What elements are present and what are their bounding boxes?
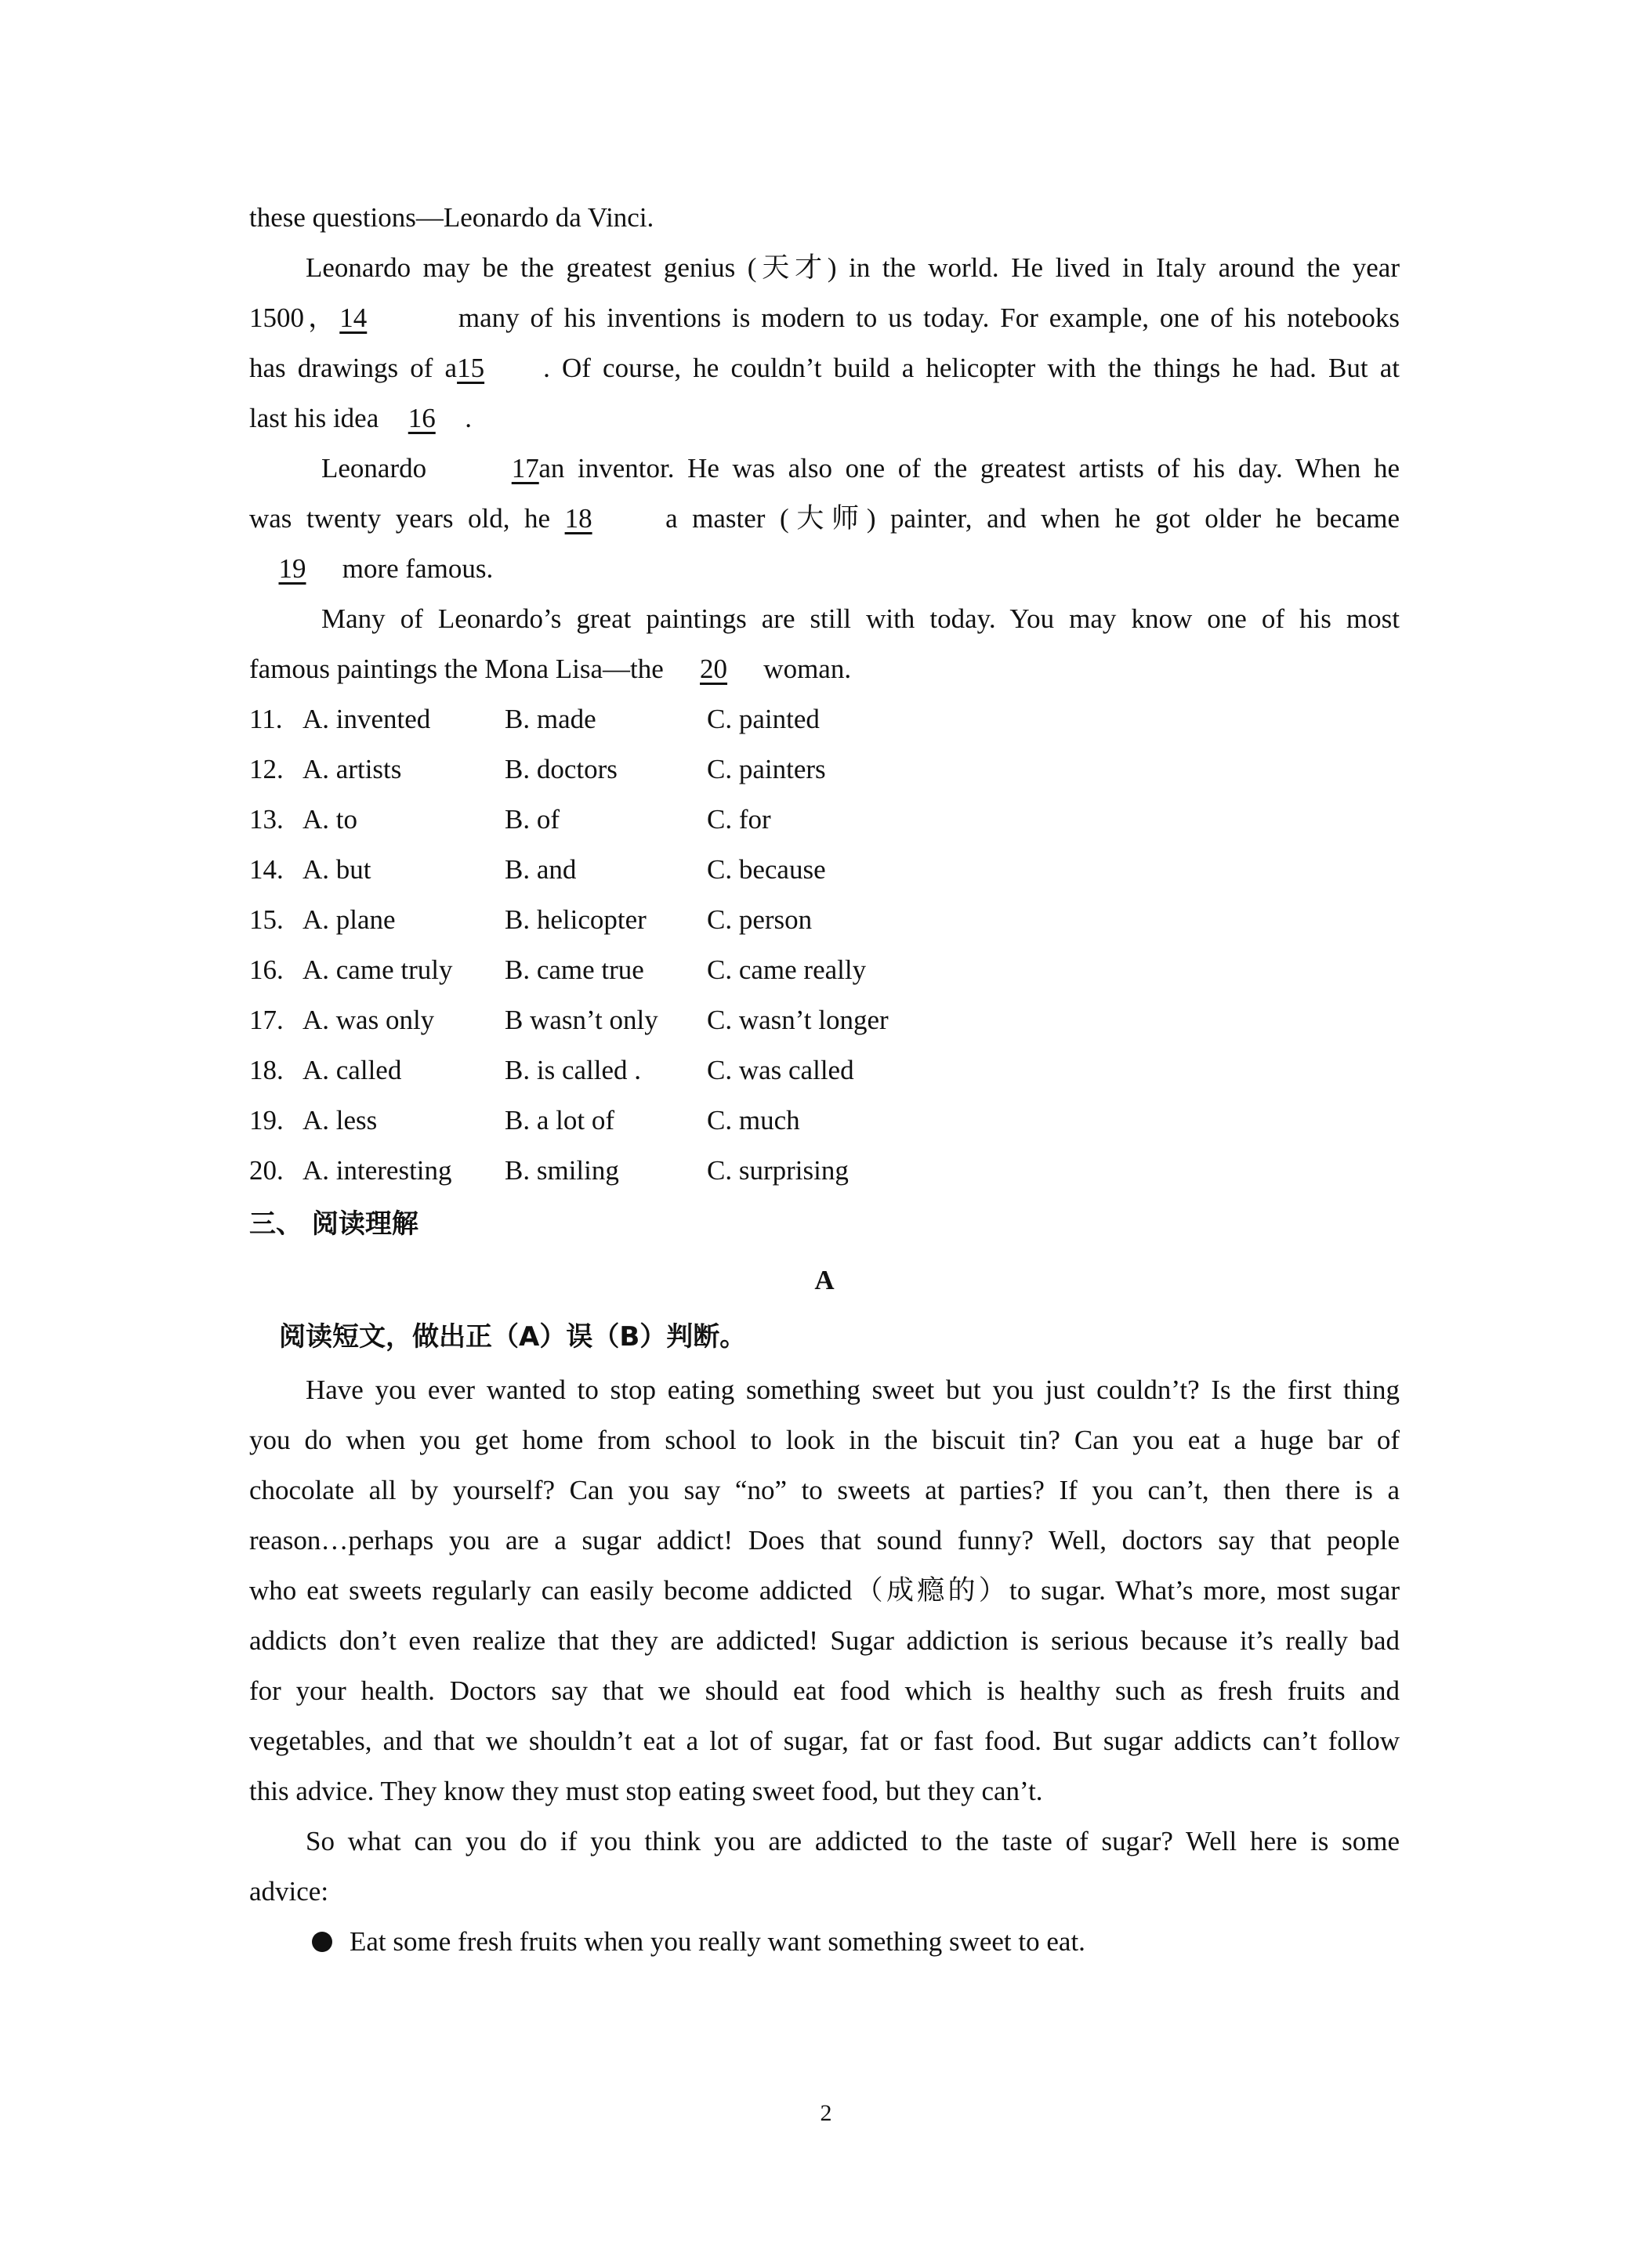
option-row-13: 13. A. to B. of C. for — [249, 804, 771, 835]
text-line: 1500，14 many of his inventions is modern to us today. For example, one of his notebooks — [249, 293, 1400, 343]
text-line: Leonardo may be the greatest genius (天才) in the world. He lived in Italy around the year — [306, 252, 1400, 283]
text-line: for your health. Doctors say that we should eat food which is healthy such as fresh fruits and — [249, 1675, 1400, 1706]
option-row-11: 11. A. invented B. made C. painted — [249, 704, 820, 734]
text-line: addicts don’t even realize that they are addicted! Sugar addiction is serious because it’s really bad — [249, 1625, 1400, 1656]
text-line: Have you ever wanted to stop eating something sweet but you just couldn’t? Is the first thing — [306, 1375, 1400, 1405]
text-line: chocolate all by yourself? Can you say “no” to sweets at parties? If you can’t, then there is a — [249, 1475, 1400, 1505]
text-line: was twenty years old, he 18 a master (大师) painter, and when he got older he became — [249, 494, 1400, 544]
text-line: has drawings of a15 . Of course, he couldn’t build a helicopter with the things he had. But at — [249, 343, 1400, 393]
options-list — [249, 694, 1400, 1196]
text-line: this advice. They know they must stop eating sweet food, but they can’t. — [249, 1776, 1043, 1806]
page-number: 2 — [820, 2100, 832, 2126]
text-line: these questions—Leonardo da Vinci. — [249, 202, 654, 233]
blank-20: 20 — [700, 654, 728, 684]
option-row-17: 17. A. was only B wasn’t only C. wasn’t longer — [249, 1005, 889, 1035]
blank-19: 19 — [278, 553, 306, 584]
text-line: who eat sweets regularly can easily become addicted（成瘾的）to sugar. What’s more, most sugar — [249, 1575, 1400, 1606]
blank-17: 17 — [511, 453, 539, 484]
option-row-14: 14. A. but B. and C. because — [249, 854, 826, 885]
text-line: last his idea 16 . — [249, 393, 1400, 444]
text-line: Leonardo 17 an inventor. He was also one of the greatest artists of his day. When he — [249, 444, 1400, 494]
text-line: advice: — [249, 1876, 329, 1907]
text-line: Many of Leonardo’s great paintings are still with today. You may know one of his most — [321, 603, 1400, 634]
instruction: 阅读短文，做出正（A）误（B）判断。 — [279, 1321, 747, 1353]
blank-18: 18 — [564, 503, 592, 534]
option-row-20: 20. A. interesting B. smiling C. surprising — [249, 1155, 849, 1186]
blank-14: 14 — [339, 302, 368, 333]
text-line: vegetables, and that we shouldn’t eat a lot of sugar, fat or fast food. But sugar addicts can’t follow — [249, 1726, 1400, 1756]
bullet-dot-icon — [312, 1932, 332, 1952]
bullet-item: Eat some fresh fruits when you really want something sweet to eat. — [249, 1917, 1400, 1967]
blank-15: 15 — [457, 353, 485, 383]
option-row-18: 18. A. called B. is called . C. was called — [249, 1055, 854, 1085]
text-line: So what can you do if you think you are addicted to the taste of sugar? Well here is some — [306, 1826, 1400, 1856]
subsection-title: A — [814, 1265, 835, 1295]
option-row-12: 12. A. artists B. doctors C. painters — [249, 754, 826, 784]
document-page — [249, 193, 1400, 1967]
text-line: reason…perhaps you are a sugar addict! Does that sound funny? Well, doctors say that people — [249, 1525, 1400, 1556]
section-heading: 三、 阅读理解 — [249, 1208, 418, 1240]
text-line: you do when you get home from school to look in the biscuit tin? Can you eat a huge bar of — [249, 1425, 1400, 1455]
text-line: famous paintings the Mona Lisa—the 20 woman. — [249, 644, 1400, 694]
option-row-16: 16. A. came truly B. came true C. came really — [249, 954, 867, 985]
option-row-19: 19. A. less B. a lot of C. much — [249, 1105, 800, 1135]
blank-16: 16 — [408, 403, 436, 433]
option-row-15: 15. A. plane B. helicopter C. person — [249, 904, 813, 935]
text-line: 19 more famous. — [249, 544, 1400, 594]
